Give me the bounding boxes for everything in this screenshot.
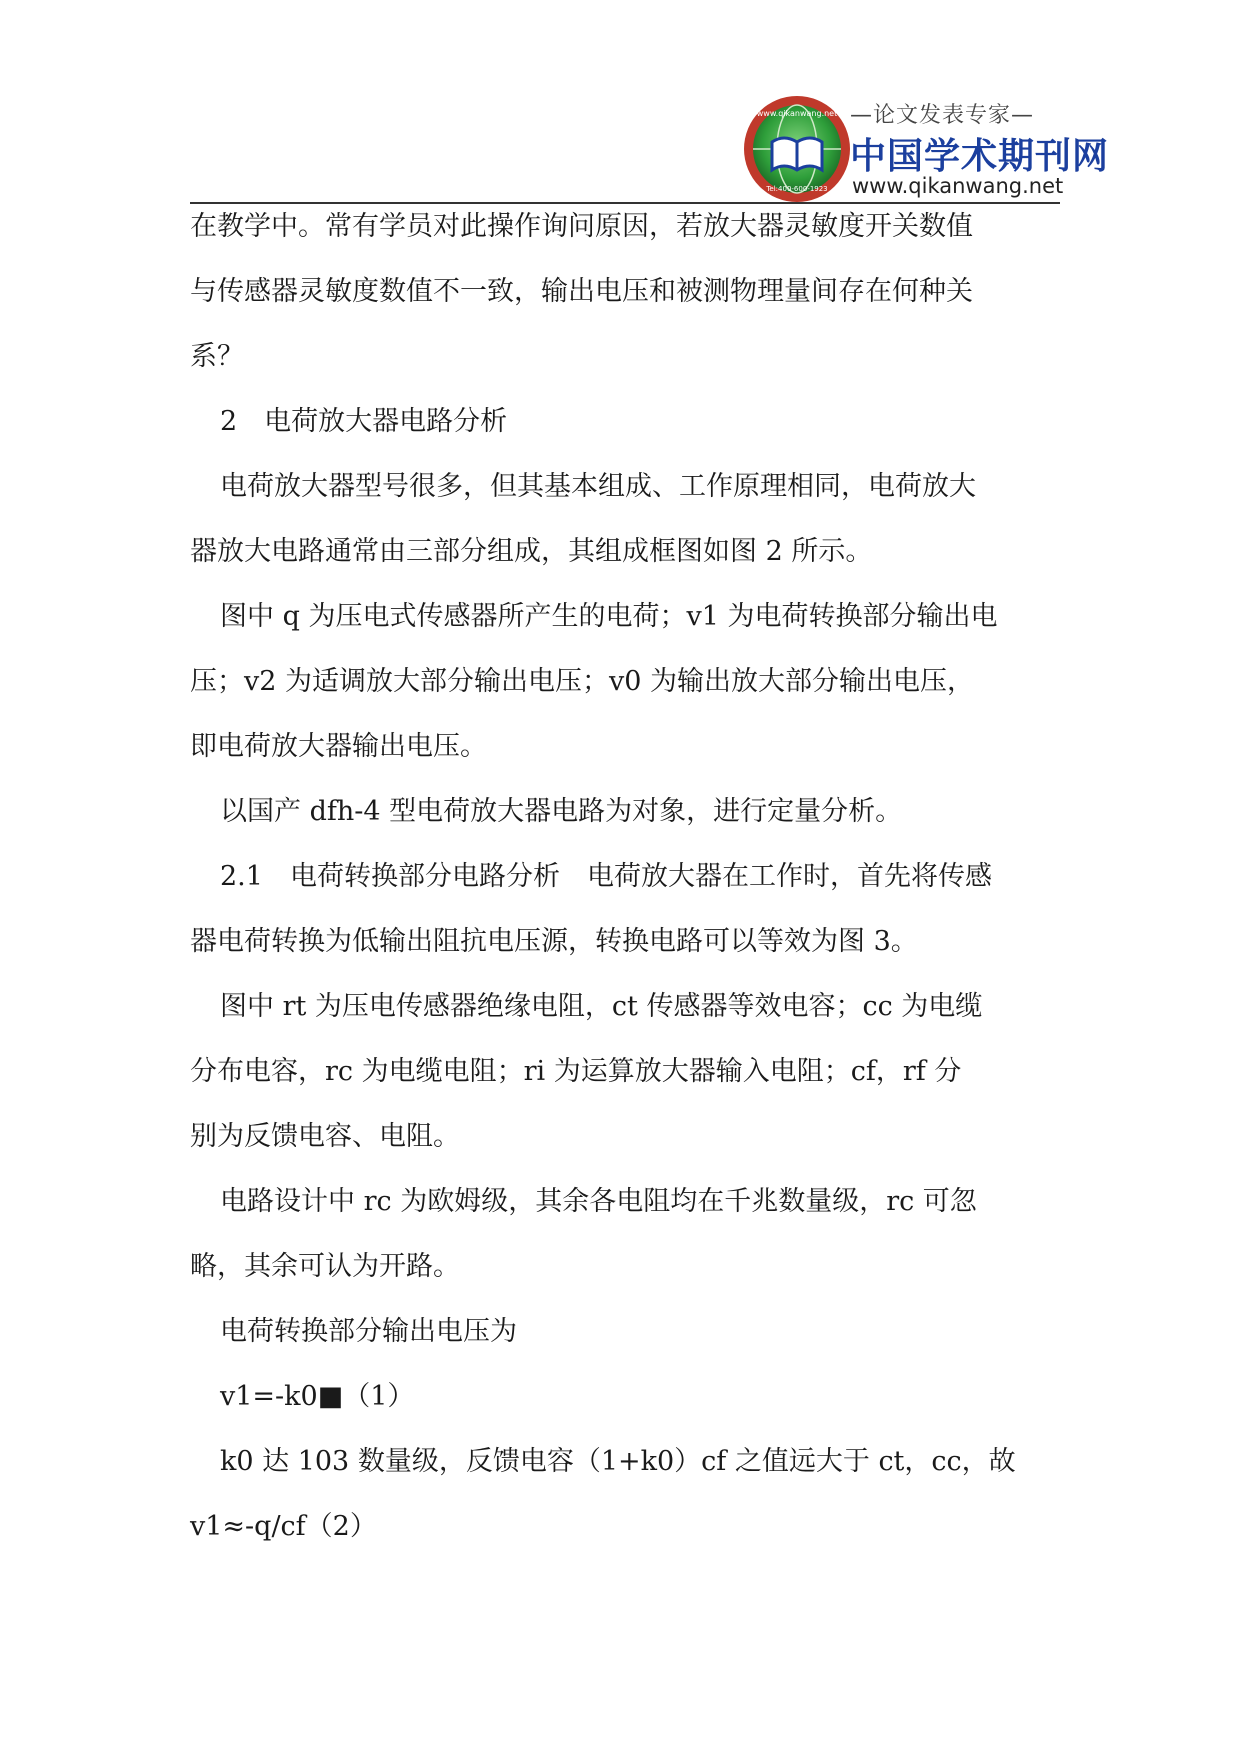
globe-book-seal-icon bbox=[742, 94, 852, 204]
body-line: 电荷转换部分输出电压为 bbox=[220, 1316, 517, 1347]
body-line: 别为反馈电容、电阻。 bbox=[190, 1121, 460, 1152]
body-line: 电荷放大器型号很多，但其基本组成、工作原理相同，电荷放大 bbox=[220, 471, 976, 502]
equation-2: v1≈-q/cf（2） bbox=[190, 1511, 377, 1542]
logo-url: www.qikanwang.net bbox=[852, 174, 1064, 198]
body-line: k0 达 103 数量级，反馈电容（1+k0）cf 之值远大于 ct，cc，故 bbox=[220, 1446, 1016, 1477]
body-line: 系？ bbox=[190, 341, 244, 372]
body-line: 与传感器灵敏度数值不一致，输出电压和被测物理量间存在何种关 bbox=[190, 276, 973, 307]
svg-text:Tel:400-600-1923: Tel:400-600-1923 bbox=[766, 185, 828, 193]
body-line: 器电荷转换为低输出阻抗电压源，转换电路可以等效为图 3。 bbox=[190, 926, 918, 957]
body-line: 电路设计中 rc 为欧姆级，其余各电阻均在千兆数量级，rc 可忽 bbox=[220, 1186, 977, 1217]
body-line: 图中 rt 为压电传感器绝缘电阻，ct 传感器等效电容；cc 为电缆 bbox=[220, 991, 983, 1022]
body-line: 在教学中。常有学员对此操作询问原因，若放大器灵敏度开关数值 bbox=[190, 211, 973, 242]
journal-logo bbox=[742, 86, 1110, 206]
logo-site-name: 中国学术期刊网 bbox=[850, 136, 1110, 177]
subsection-heading: 2.1 电荷转换部分电路分析 电荷放大器在工作时，首先将传感 bbox=[220, 861, 992, 892]
equation-1: v1=-k0■（1） bbox=[220, 1381, 415, 1412]
body-line: 即电荷放大器输出电压。 bbox=[190, 731, 487, 762]
body-line: 略，其余可认为开路。 bbox=[190, 1251, 460, 1282]
body-line: 图中 q 为压电式传感器所产生的电荷；v1 为电荷转换部分输出电 bbox=[220, 601, 998, 632]
section-heading: 2 电荷放大器电路分析 bbox=[220, 406, 508, 437]
logo-slogan: —论文发表专家— bbox=[850, 103, 1035, 128]
svg-text:www.qikanwang.net: www.qikanwang.net bbox=[756, 109, 838, 118]
header-divider bbox=[190, 202, 1060, 204]
body-line: 分布电容，rc 为电缆电阻；ri 为运算放大器输入电阻；cf，rf 分 bbox=[190, 1056, 962, 1087]
body-line: 以国产 dfh-4 型电荷放大器电路为对象，进行定量分析。 bbox=[220, 796, 903, 827]
body-line: 器放大电路通常由三部分组成，其组成框图如图 2 所示。 bbox=[190, 536, 873, 567]
body-line: 压；v2 为适调放大部分输出电压；v0 为输出放大部分输出电压， bbox=[190, 666, 975, 697]
